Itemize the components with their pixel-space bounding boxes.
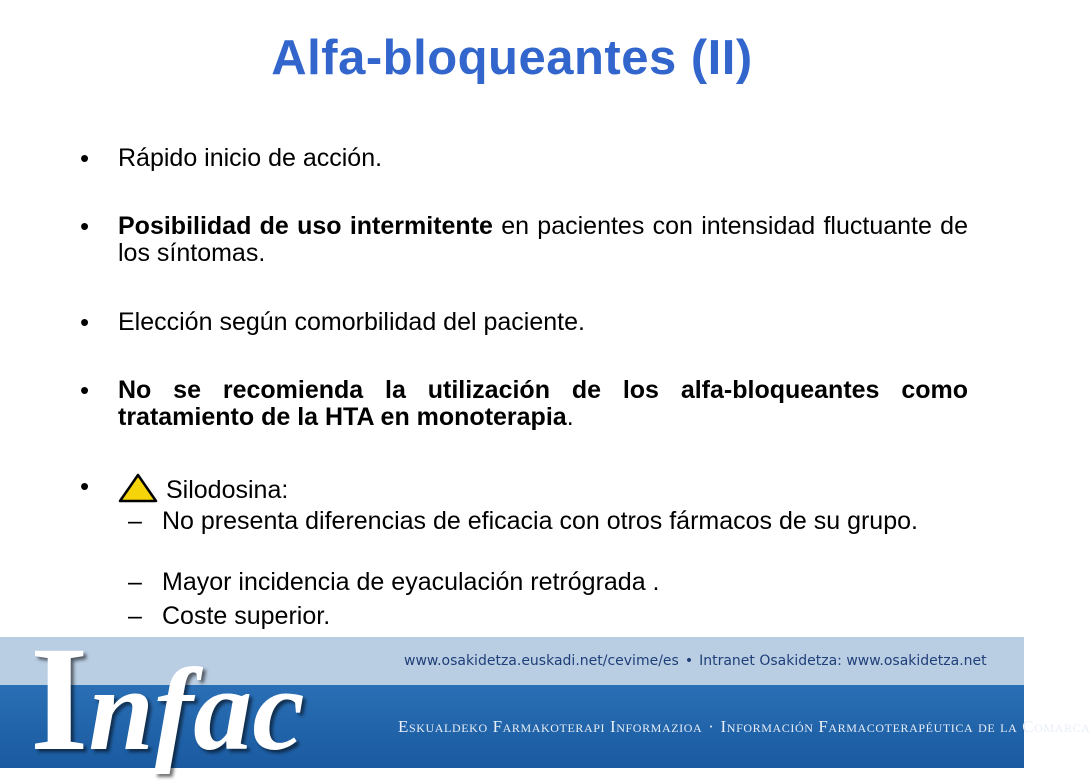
bullet-dot: • (80, 211, 90, 241)
bullet-item (80, 473, 968, 504)
footer-link-separator: • (684, 653, 694, 669)
sub-bullet-dash: – (128, 568, 142, 596)
bullet-item (80, 309, 968, 336)
bullet-text (118, 377, 968, 431)
footer-tagline-basque: Eskualdeko Farmakoterapi Informazioa (398, 717, 703, 736)
bullet-text (118, 473, 968, 504)
infac-logo-rest: nfac (88, 644, 305, 775)
warning-triangle-icon (118, 473, 158, 503)
sub-bullet-item (128, 508, 968, 535)
bullet-item (80, 145, 968, 172)
bullet-item (80, 213, 968, 267)
bullet-normal-text: en pacientes con intensidad fluctuante de los síntomas. (118, 212, 968, 267)
sub-bullet-text: No presenta diferencias de eficacia con otros fármacos de su grupo. (162, 507, 918, 535)
bullet-dot: • (80, 143, 90, 173)
bullet-text: Rápido inicio de acción. (118, 144, 383, 172)
sub-bullet-item (128, 569, 968, 596)
sub-bullet-dash: – (128, 602, 142, 630)
bullet-normal-text: . (566, 403, 574, 431)
footer-link-cevime[interactable]: www.osakidetza.euskadi.net/cevime/es (404, 653, 679, 669)
bullet-bold-text: Posibilidad de uso intermitente (118, 212, 493, 240)
footer-tagline-separator: · (708, 717, 715, 736)
bullet-text (118, 213, 968, 267)
sub-bullet-text: Coste superior. (162, 602, 331, 630)
infac-logo-initial: I (30, 616, 89, 782)
bullet-bold-text: No se recomienda la utilización de los alfa-bloqueantes como tratamiento de la HTA en monoterapia (118, 376, 968, 431)
footer-links (404, 653, 987, 669)
bullet-normal-text: Silodosina: (166, 476, 289, 504)
bullet-text: Elección según comorbilidad del paciente. (118, 308, 585, 336)
bullet-dot: • (80, 307, 90, 337)
sub-bullet-dash: – (128, 507, 142, 535)
footer-tagline-spanish: Información Farmacoterapéutica de la Comarca (720, 717, 1090, 736)
infac-logo (30, 616, 305, 782)
footer-link-intranet[interactable]: Intranet Osakidetza: www.osakidetza.net (699, 653, 987, 669)
bullet-dot: • (80, 471, 90, 501)
slide-title: Alfa-bloqueantes (II) (271, 31, 753, 85)
bullet-item (80, 377, 968, 431)
footer-tagline (398, 717, 1090, 737)
sub-bullet-item (128, 603, 968, 630)
bullet-dot: • (80, 375, 90, 405)
sub-bullet-text: Mayor incidencia de eyaculación retrógrada . (162, 568, 660, 596)
